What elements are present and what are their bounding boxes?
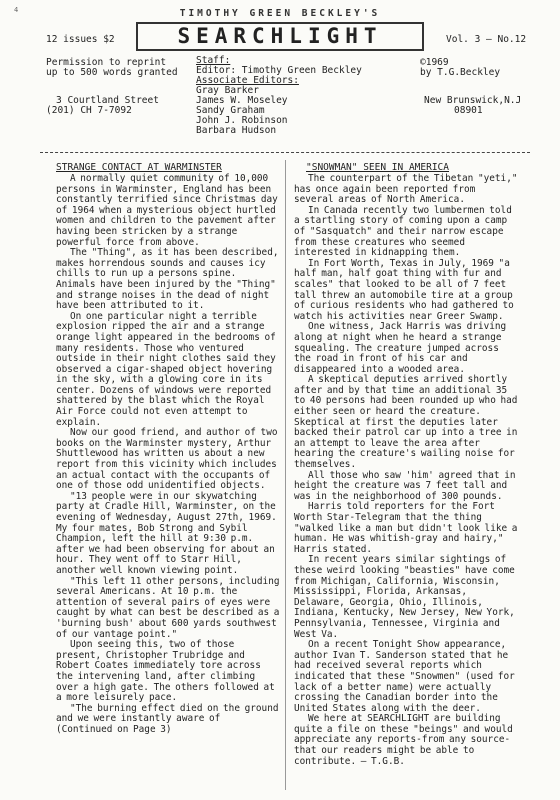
copyright-owner: by T.G.Beckley xyxy=(420,67,501,78)
masthead-title: SEARCHLIGHT xyxy=(136,22,424,51)
left-article-body xyxy=(56,174,280,735)
phone-line: (201) CH 7-7092 xyxy=(46,105,132,116)
article-paragraph: All those who saw 'him' agreed that in height the creature was 7 feet tall and was in the neighborhood of 300 pounds. xyxy=(294,469,516,502)
city-line: New Brunswick,N.J xyxy=(424,95,522,106)
zip-line: 08901 xyxy=(454,105,483,116)
article-paragraph: One witness, Jack Harris was driving along at night when he heard a strange squealing. The creature jumped across the road in front of his car and disappeared into a wooded area. xyxy=(294,321,507,375)
article-paragraph: "The burning effect died on the ground and we were instantly aware of (Continued on Page 3) xyxy=(56,702,279,735)
staff-editor: Editor: Timothy Green Beckley xyxy=(196,65,362,76)
address-line: 3 Courtland Street xyxy=(56,95,159,106)
article-paragraph: In Fort Worth, Texas in July, 1969 "a half man, half goat thing with fur and scales" that looked to be all of 7 feet tall threw an automobile tire at a group of curious residents who had gathered to watch his activities near Greer Swamp. xyxy=(294,257,514,322)
article-paragraph: The "Thing", as it has been described, makes horrendous sounds and causes icy chills to run up a persons spine. Animals have been injured by the "Thing" and strange noises in the dead of night have been attributed to it. xyxy=(56,247,279,312)
article-paragraph: Now our good friend, and author of two books on the Warminster mystery, Arthur Shuttlewood has written us about a new report from this vicinity which includes an actual contact with the occupants of one of those odd unidentified objects. xyxy=(56,427,278,492)
right-article-body xyxy=(294,174,518,767)
left-article-headline: STRANGE CONTACT AT WARMINSTER xyxy=(56,162,222,173)
header-divider xyxy=(40,152,530,153)
publisher-kicker: TIMOTHY GREEN BECKLEY'S xyxy=(179,8,381,19)
copyright-line: ©1969 xyxy=(420,57,449,68)
permission-line-1: Permission to reprint xyxy=(46,57,167,68)
article-paragraph: On a recent Tonight Show appearance, author Ivan T. Sanderson stated that he had received several reports which indicated that these "Snowmen" (used for lack of a better name) were actually crossing the Canadian border into the United States along with the deer. xyxy=(294,639,515,714)
staff-member: Barbara Hudson xyxy=(196,125,277,136)
staff-heading: Staff: xyxy=(196,55,231,66)
staff-member: James W. Moseley xyxy=(196,95,288,106)
page-marker: 4 xyxy=(14,6,19,14)
issue-price: 12 issues $2 xyxy=(46,34,115,45)
article-paragraph: In Canada recently two lumbermen told a startling story of coming upon a camp of "Sasquatch" and their narrow escape from these creatures who seemed interested in kidnapping them. xyxy=(294,204,512,259)
column-divider xyxy=(285,160,286,790)
article-paragraph: "13 people were in our skywatching party at Cradle Hill, Warminster, on the evening of Wednesday, August 27th, 1969. My four mates, Bob Strong and Sybil Champion, left the hill at 9:30 p.m. after we had been observing for about an hour. They went off to Starr Hill, another well known viewing point. xyxy=(56,490,277,576)
staff-associate-heading: Associate Editors: xyxy=(196,75,299,86)
right-article-headline: "SNOWMAN" SEEN IN AMERICA xyxy=(306,162,449,173)
article-paragraph: Harris told reporters for the Fort Worth Star-Telegram that the thing "walked like a man but didn't look like a human. He was whitish-gray and hairy," Harris stated. xyxy=(294,501,518,555)
permission-line-2: up to 500 words granted xyxy=(46,67,178,78)
article-paragraph: We here at SEARCHLIGHT are building quite a file on these "beings" and would appreciate any reports-from any source-that our readers might be able to contribute. — T.G.B. xyxy=(294,713,513,767)
article-paragraph: Upon seeing this, two of those present, Christopher Trubridge and Robert Coates immediately tore across the intervening land, after climbing over a high gate. The others followed at a more leisurely pace. xyxy=(56,639,275,704)
article-paragraph: The counterpart of the Tibetan "yeti," has once again been reported from several areas of North America. xyxy=(294,173,518,206)
staff-member: Gray Barker xyxy=(196,85,259,96)
article-paragraph: In recent years similar sightings of these weird looking "beasties" have come from Michigan, California, Wisconsin, Mississippi, Florida, Arkansas, Delaware, Georgia, Ohio, Illinois, Indiana, Kentucky, New Jersey, New York, Pennsylvania, Tennessee, Virginia and West Va. xyxy=(294,554,515,640)
article-paragraph: "This left 11 other persons, including several Americans. At 10 p.m. the attention of several pairs of eyes were caught by what can best be described as a 'burning bush' about 600 yards southwest of our vantage point." xyxy=(56,575,280,640)
article-paragraph: A skeptical deputies arrived shortly after and by that time an additional 35 to 40 persons had been rounded up who had either seen or heard the creature. Skeptical at first the deputies later backed their patrol car up into a tree in an attempt to leave the area after hearing the creature's wailing noise for themselves. xyxy=(294,374,518,471)
staff-member: John J. Robinson xyxy=(196,115,288,126)
staff-member: Sandy Graham xyxy=(196,105,265,116)
volume-number: Vol. 3 — No.12 xyxy=(446,34,527,45)
article-paragraph: On one particular night a terrible explosion ripped the air and a strange orange light appeared in the bedrooms of many residents. Those who ventured outside in their night clothes said they observed a cigar-shaped object hovering in the sky, with a glowing core in its center. Dozens of windows were reported shattered by the blast which the Royal Air Force could not even attempt to explain. xyxy=(56,310,276,428)
article-paragraph: A normally quiet community of 10,000 persons in Warminster, England has been constantly terrified since Christmas day of 1964 when a mysterious object hurtled women and children to the pavement after having been stricken by a strange powerful force from above. xyxy=(56,173,278,248)
